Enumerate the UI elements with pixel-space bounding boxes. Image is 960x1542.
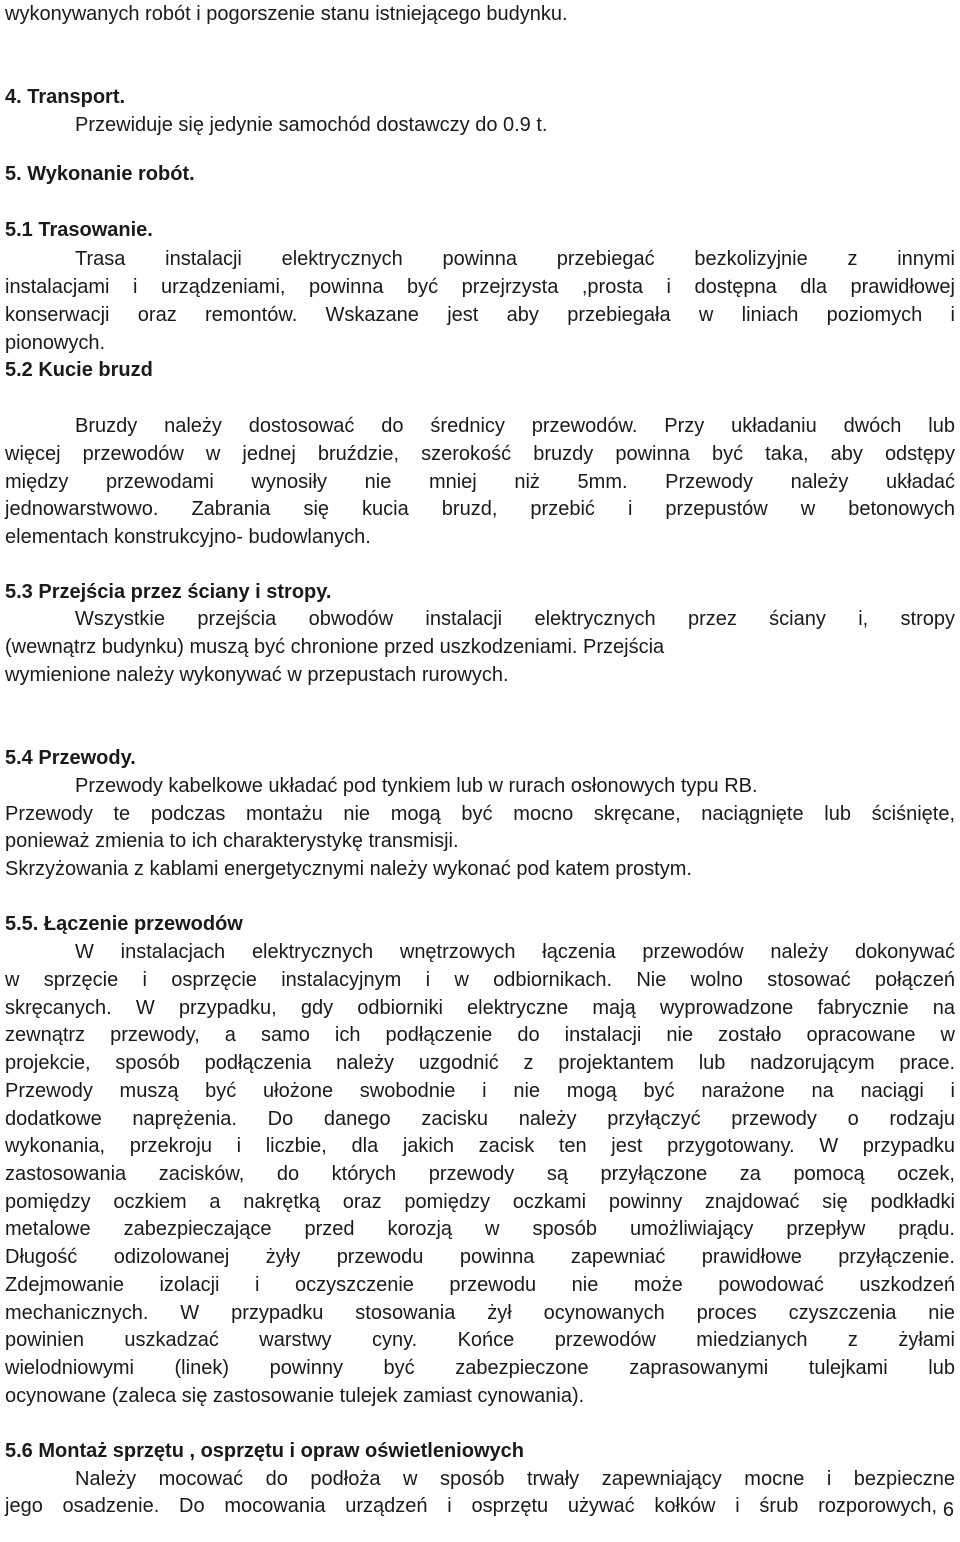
text-line: więcej przewodów w jednej bruździe, szerokość bruzdy powinna być taka, aby odstępy: [5, 443, 955, 465]
text-line: wielodniowymi (linek) powinny być zabezpieczone zaprasowanymi tulejkami lub: [5, 1357, 955, 1379]
text-line: pomiędzy oczkiem a nakrętką oraz pomiędzy oczkami powinny znajdować się podkładki: [5, 1191, 955, 1213]
text-line: zewnątrz przewody, a samo ich podłączenie do instalacji nie zostało opracowane w: [5, 1024, 955, 1046]
text-line: Przewody te podczas montażu nie mogą być mocno skręcane, naciągnięte lub ściśnięte,: [5, 803, 955, 825]
text-line: Trasa instalacji elektrycznych powinna przebiegać bezkolizyjnie z innymi: [75, 248, 955, 270]
section-heading-montaz: 5.6 Montaż sprzętu , osprzętu i opraw oświetleniowych: [5, 1440, 524, 1462]
text-line: między przewodami wynosiły nie mniej niż 5mm. Przewody należy układać: [5, 471, 955, 493]
text-line: Należy mocować do podłoża w sposób trwały zapewniający mocne i bezpieczne: [75, 1468, 955, 1490]
text-line: Przewody muszą być ułożone swobodnie i nie mogą być narażone na naciągi i: [5, 1080, 955, 1102]
text-line: projekcie, sposób podłączenia należy uzgodnić z projektantem lub nadzorującym prace.: [5, 1052, 955, 1074]
text-line: Skrzyżowania z kablami energetycznymi należy wykonać pod katem prostym.: [5, 858, 692, 880]
text-line: zastosowania zacisków, do których przewody są przyłączone za pomocą oczek,: [5, 1163, 955, 1185]
text-line: Bruzdy należy dostosować do średnicy przewodów. Przy układaniu dwóch lub: [75, 415, 955, 437]
text-line: powinien uszkadzać warstwy cyny. Końce przewodów miedzianych z żyłami: [5, 1329, 955, 1351]
section-heading-trasowanie: 5.1 Trasowanie.: [5, 219, 153, 241]
text-line: ocynowane (zaleca się zastosowanie tulejek zamiast cynowania).: [5, 1385, 585, 1407]
text-line: Przewody kabelkowe układać pod tynkiem lub w rurach osłonowych typu RB.: [75, 775, 758, 797]
section-heading-transport: 4. Transport.: [5, 86, 126, 108]
text-line: jednowarstwowo. Zabrania się kucia bruzd, przebić i przepustów w betonowych: [5, 498, 955, 520]
text-line: mechanicznych. W przypadku stosowania żył ocynowanych proces czyszczenia nie: [5, 1302, 955, 1324]
text-line: Wszystkie przejścia obwodów instalacji elektrycznych przez ściany i, stropy: [75, 608, 955, 630]
text-line: w sprzęcie i osprzęcie instalacyjnym i w odbiornikach. Nie wolno stosować połączeń: [5, 969, 955, 991]
section-heading-przejscia: 5.3 Przejścia przez ściany i stropy.: [5, 581, 332, 603]
section-heading-laczenie: 5.5. Łączenie przewodów: [5, 913, 243, 935]
text-line: konserwacji oraz remontów. Wskazane jest aby przebiegała w liniach poziomych i: [5, 304, 955, 326]
text-line: wymienione należy wykonywać w przepustach rurowych.: [5, 664, 509, 686]
text-line: elementach konstrukcyjno- budowlanych.: [5, 526, 371, 548]
text-line: Zdejmowanie izolacji i oczyszczenie przewodu nie może powodować uszkodzeń: [5, 1274, 955, 1296]
text-line: W instalacjach elektrycznych wnętrzowych łączenia przewodów należy dokonywać: [75, 941, 955, 963]
section-heading-przewody: 5.4 Przewody.: [5, 747, 136, 769]
text-line: (wewnątrz budynku) muszą być chronione przed uszkodzeniami. Przejścia: [5, 636, 665, 658]
page-number: 6: [942, 1499, 954, 1521]
text-line: wykonywanych robót i pogorszenie stanu istniejącego budynku.: [5, 3, 568, 25]
text-line: ponieważ zmienia to ich charakterystykę transmisji.: [5, 830, 459, 852]
text-line: pionowych.: [5, 332, 106, 354]
section-heading-wykonanie: 5. Wykonanie robót.: [5, 163, 195, 185]
text-line: wykonania, przekroju i liczbie, dla jakich zacisk ten jest przygotowany. W przypadku: [5, 1135, 955, 1157]
text-line: dodatkowe naprężenia. Do danego zacisku należy przyłączyć przewody o rodzaju: [5, 1108, 955, 1130]
text-line: jego osadzenie. Do mocowania urządzeń i osprzętu używać kołków i śrub rozporowych,: [5, 1495, 937, 1517]
text-line: skręcanych. W przypadku, gdy odbiorniki elektryczne mają wyprowadzone fabrycznie na: [5, 997, 955, 1019]
text-line: Przewiduje się jedynie samochód dostawczy do 0.9 t.: [75, 114, 548, 136]
section-heading-kucie-bruzd: 5.2 Kucie bruzd: [5, 359, 153, 381]
text-line: instalacjami i urządzeniami, powinna być przejrzysta ,prosta i dostępna dla prawidłowej: [5, 276, 955, 298]
text-line: metalowe zabezpieczające przed korozją w sposób umożliwiający przepływ prądu.: [5, 1218, 955, 1240]
text-line: Długość odizolowanej żyły przewodu powinna zapewniać prawidłowe przyłączenie.: [5, 1246, 955, 1268]
